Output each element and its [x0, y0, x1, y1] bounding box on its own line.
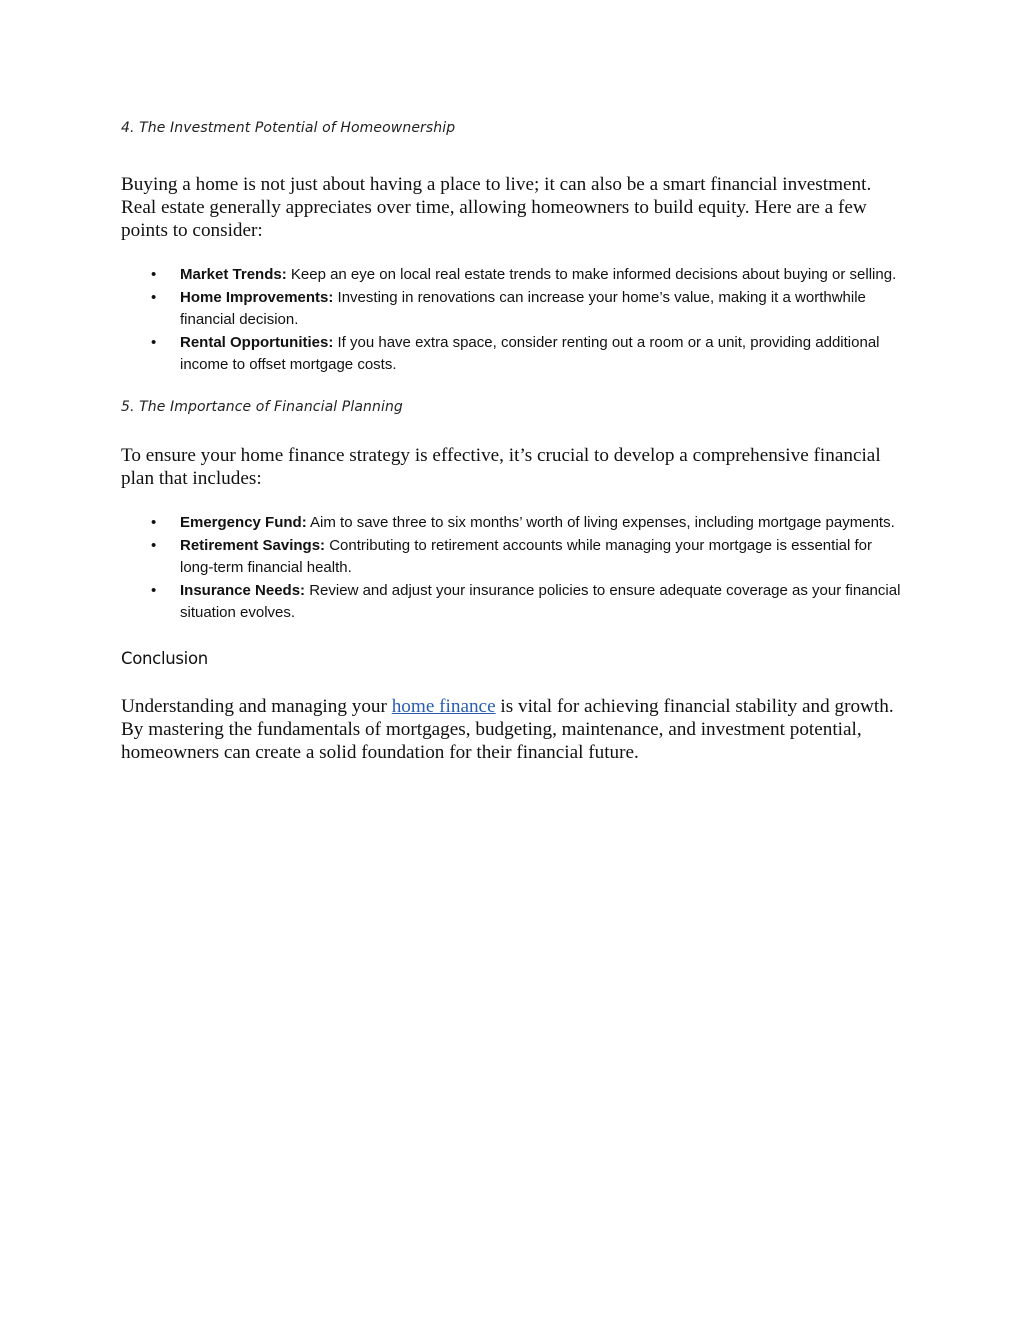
- section-4-intro: Buying a home is not just about having a place to live; it can also be a smart financial investment. Real estate generally appreciates over time, allowing homeowners to build equity. Here are a few points to consider:: [121, 174, 872, 241]
- bullet-term: Emergency Fund:: [180, 513, 307, 531]
- section-5-title: The Importance of Financial Planning: [139, 398, 403, 415]
- bullet-text: Investing in renovations can increase your home’s value, making it a worthwhile financial decision.: [180, 288, 866, 329]
- bullet-text: Keep an eye on local real estate trends to make informed decisions about buying or selling.: [290, 266, 897, 283]
- conclusion-text-after: is vital for achieving financial stability and growth. By mastering the fundamentals of mortgages, budgeting, maintenance, and investment potential, homeowners can create a solid foundation for their financial future.: [121, 695, 894, 763]
- bullet-icon: •: [151, 288, 157, 306]
- bullet-icon: •: [151, 266, 157, 283]
- section-5-number: 5.: [121, 398, 135, 415]
- bullet-icon: •: [151, 333, 157, 351]
- bullet-term: Rental Opportunities:: [180, 333, 334, 351]
- bullet-text: Contributing to retirement accounts while managing your mortgage is essential for long-term financial health.: [180, 536, 872, 577]
- section-5-bullet-list: [121, 512, 901, 625]
- bullet-term: Market Trends:: [180, 266, 287, 283]
- bullet-icon: •: [151, 513, 157, 531]
- home-finance-link[interactable]: home finance: [391, 695, 496, 717]
- list-item: [121, 332, 901, 377]
- document-content: [121, 120, 901, 764]
- bullet-text: Review and adjust your insurance policies to ensure adequate coverage as your financial situation evolves.: [180, 581, 901, 622]
- section-4-number: 4.: [121, 120, 135, 136]
- bullet-icon: •: [151, 536, 157, 554]
- bullet-term: Insurance Needs:: [180, 581, 306, 599]
- conclusion-text-before: Understanding and managing your: [121, 695, 392, 717]
- list-item: [121, 535, 901, 580]
- list-item: [121, 580, 901, 625]
- list-item: [121, 287, 901, 332]
- section-4-heading: [121, 120, 901, 136]
- bullet-term: Retirement Savings:: [180, 536, 326, 554]
- section-4-bullet-list: [121, 264, 901, 377]
- bullet-term: Home Improvements:: [180, 288, 334, 306]
- section-5-heading: [121, 399, 901, 415]
- section-5-intro: To ensure your home finance strategy is effective, it’s crucial to develop a comprehensive financial plan that includes:: [121, 444, 881, 489]
- list-item: [121, 512, 901, 535]
- bullet-text: Aim to save three to six months’ worth of living expenses, including mortgage payments.: [310, 513, 895, 531]
- section-4-title: The Investment Potential of Homeownership: [139, 120, 456, 136]
- conclusion-paragraph: [121, 695, 901, 764]
- bullet-text: If you have extra space, consider renting out a room or a unit, providing additional income to offset mortgage costs.: [180, 333, 880, 374]
- bullet-icon: •: [151, 581, 157, 599]
- list-item: [121, 264, 901, 287]
- conclusion-heading: Conclusion: [121, 648, 208, 668]
